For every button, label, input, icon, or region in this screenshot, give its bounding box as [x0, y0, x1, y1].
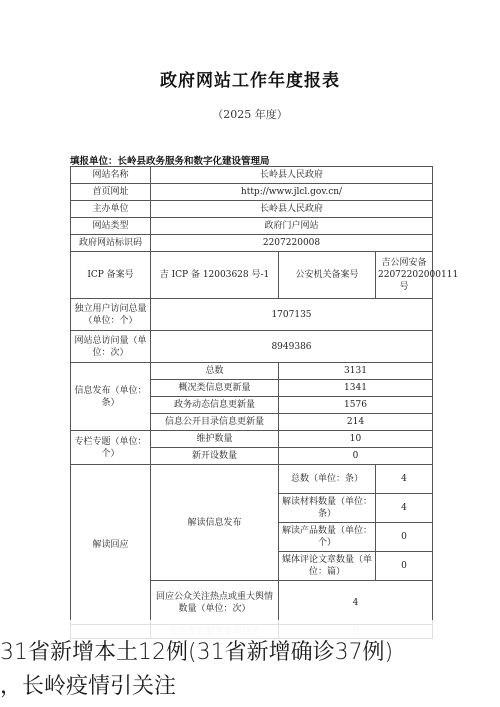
- hotspot-value: 4: [279, 581, 433, 625]
- info-label: 信息发布（单位：条）: [71, 363, 151, 431]
- interp-product-label: 解读产品数量（单位：个）: [279, 523, 376, 552]
- interp-product-value: 0: [376, 523, 433, 552]
- report-table: [70, 166, 459, 639]
- table-row: [71, 331, 433, 363]
- pv-value: 8949386: [151, 331, 433, 363]
- police-label: 公安机关备案号: [279, 252, 376, 299]
- table-row: [71, 235, 433, 252]
- info-news-value: 1576: [279, 397, 433, 414]
- site-id-label: 政府网站标识码: [71, 235, 151, 252]
- icp-label: ICP 备案号: [71, 252, 151, 299]
- site-id-value: 2207220008: [151, 235, 433, 252]
- info-open-label: 信息公开目录信息更新量: [151, 414, 279, 431]
- info-total-value: 3131: [279, 363, 433, 380]
- news-caption: [0, 636, 500, 704]
- police-value: 吉公网安备22072202000111 号: [376, 252, 433, 299]
- site-name-value: 长岭县人民政府: [151, 167, 433, 184]
- topic-new-label: 新开设数量: [151, 448, 279, 465]
- table-row: [71, 299, 433, 331]
- info-news-label: 政务动态信息更新量: [151, 397, 279, 414]
- table-row: [71, 431, 433, 448]
- interp-media-value: 0: [376, 552, 433, 581]
- site-type-value: 政府门户网站: [151, 218, 433, 235]
- interp-total-value: 4: [376, 465, 433, 494]
- host-value: 长岭县人民政府: [151, 201, 433, 218]
- topic-label: 专栏专题（单位：个）: [71, 431, 151, 465]
- table-row: [71, 218, 433, 235]
- report-year: （2025 年度）: [212, 108, 288, 121]
- pv-label: 网站总访问量（单位：次）: [71, 331, 151, 363]
- filler-unit: 填报单位：长岭县政务服务和数字化建设管理局: [70, 156, 270, 167]
- interp-label: 解读信息发布: [151, 465, 279, 581]
- info-overview-value: 1341: [279, 380, 433, 397]
- interp-material-label: 解读材料数量（单位：条）: [279, 494, 376, 523]
- topic-new-value: 0: [279, 448, 433, 465]
- site-type-label: 网站类型: [71, 218, 151, 235]
- interp-material-value: 4: [376, 494, 433, 523]
- hotspot-label: 回应公众关注热点或重大舆情数量（单位：次）: [151, 581, 279, 625]
- caption-line-2: ，长岭疫情引关注: [0, 674, 177, 699]
- topic-maintain-label: 维护数量: [151, 431, 279, 448]
- interp-media-label: 媒体评论文章数量（单位：篇）: [279, 552, 376, 581]
- info-total-label: 总数: [151, 363, 279, 380]
- table-row: [71, 184, 433, 201]
- uv-value: 1707135: [151, 299, 433, 331]
- info-open-value: 214: [279, 414, 433, 431]
- home-url-label: 首页网址: [71, 184, 151, 201]
- interp-total-label: 总数（单位：条）: [279, 465, 376, 494]
- table-row: [71, 167, 433, 184]
- report-title: 政府网站工作年度报表: [160, 71, 340, 91]
- home-url-value: http://www.jlcl.gov.cn/: [151, 184, 433, 201]
- table-row: [71, 201, 433, 218]
- uv-label: 独立用户访问总量（单位：个）: [71, 299, 151, 331]
- host-label: 主办单位: [71, 201, 151, 218]
- response-label: 解读回应: [71, 465, 151, 625]
- site-name-label: 网站名称: [71, 167, 151, 184]
- table-row: [71, 465, 433, 494]
- info-overview-label: 概况类信息更新量: [151, 380, 279, 397]
- caption-line-1: 31省新增本土12例(31省新增确诊37例): [0, 640, 394, 665]
- topic-maintain-value: 10: [279, 431, 433, 448]
- table-row: [71, 363, 433, 380]
- icp-value: 吉 ICP 备 12003628 号-1: [151, 252, 279, 299]
- table-row: [71, 252, 433, 299]
